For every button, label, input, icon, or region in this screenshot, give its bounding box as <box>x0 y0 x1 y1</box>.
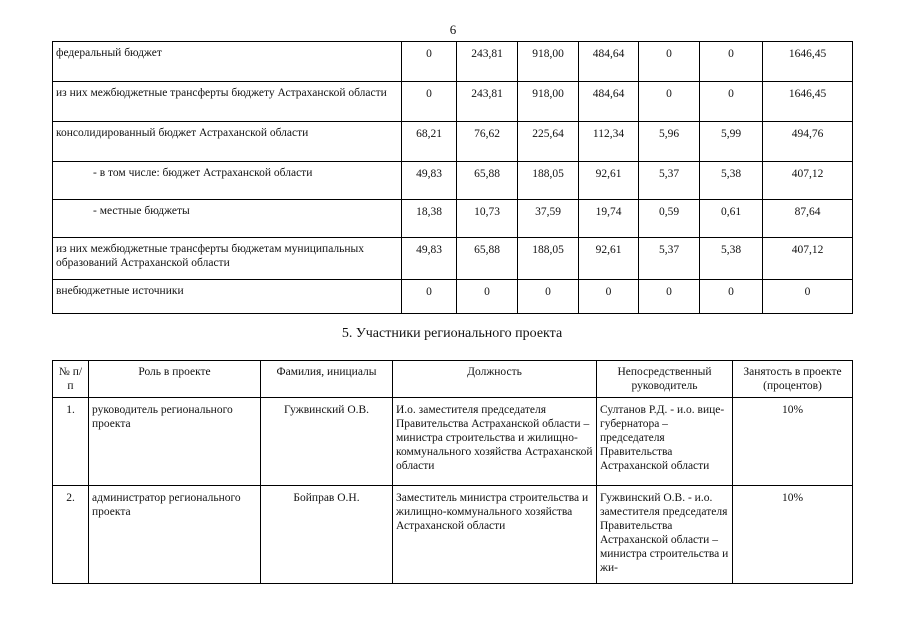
budget-cell: 5,38 <box>700 162 763 200</box>
budget-cell: 0 <box>402 42 457 82</box>
budget-cell: 112,34 <box>579 122 639 162</box>
budget-cell: 407,12 <box>763 238 853 280</box>
budget-cell: 0 <box>639 280 700 314</box>
participant-role: администратор регионального проекта <box>89 486 261 584</box>
participant-num: 2. <box>53 486 89 584</box>
budget-cell: 407,12 <box>763 162 853 200</box>
budget-cell: 5,99 <box>700 122 763 162</box>
participants-header-row <box>53 361 853 398</box>
budget-row <box>53 238 853 280</box>
budget-row <box>53 162 853 200</box>
budget-cell: 188,05 <box>518 238 579 280</box>
participant-role: руководитель регионального проекта <box>89 398 261 486</box>
budget-cell: 5,38 <box>700 238 763 280</box>
budget-cell: 0 <box>639 42 700 82</box>
budget-row-label: - в том числе: бюджет Астраханской области <box>53 162 402 200</box>
budget-cell: 494,76 <box>763 122 853 162</box>
header-supervisor: Непосредственный руководитель <box>597 361 733 398</box>
participant-supervisor: Гужвинский О.В. - и.о. заместителя председателя Правительства Астраханской области – министра строительства и жи- <box>597 486 733 584</box>
participant-num: 1. <box>53 398 89 486</box>
header-position: Должность <box>393 361 597 398</box>
budget-cell: 918,00 <box>518 82 579 122</box>
budget-cell: 0 <box>402 280 457 314</box>
budget-cell: 225,64 <box>518 122 579 162</box>
budget-row-label: внебюджетные источники <box>53 280 402 314</box>
budget-cell: 484,64 <box>579 42 639 82</box>
budget-cell: 0 <box>700 82 763 122</box>
budget-cell: 0 <box>518 280 579 314</box>
budget-cell: 92,61 <box>579 238 639 280</box>
budget-row-label: из них межбюджетные трансферты бюджетам муниципальных образований Астраханской области <box>53 238 402 280</box>
budget-cell: 5,37 <box>639 162 700 200</box>
budget-row-label: из них межбюджетные трансферты бюджету Астраханской области <box>53 82 402 122</box>
section-title: 5. Участники регионального проекта <box>341 326 563 341</box>
participant-position: И.о. заместителя председателя Правительства Астраханской области – министра строительства и жилищно-коммунального хозяйства Астраханской области <box>393 398 597 486</box>
budget-row-label: федеральный бюджет <box>53 42 402 82</box>
budget-row <box>53 122 853 162</box>
participant-share: 10% <box>733 398 853 486</box>
budget-cell: 87,64 <box>763 200 853 238</box>
participant-share: 10% <box>733 486 853 584</box>
participant-name: Гужвинский О.В. <box>261 398 393 486</box>
budget-row-label: консолидированный бюджет Астраханской области <box>53 122 402 162</box>
budget-row <box>53 42 853 82</box>
budget-cell: 49,83 <box>402 162 457 200</box>
budget-cell: 0 <box>763 280 853 314</box>
header-role: Роль в проекте <box>89 361 261 398</box>
participant-row <box>53 398 853 486</box>
budget-cell: 918,00 <box>518 42 579 82</box>
budget-cell: 243,81 <box>457 42 518 82</box>
budget-row <box>53 280 853 314</box>
budget-cell: 1646,45 <box>763 82 853 122</box>
header-name: Фамилия, инициалы <box>261 361 393 398</box>
budget-cell: 243,81 <box>457 82 518 122</box>
budget-cell: 37,59 <box>518 200 579 238</box>
budget-row <box>53 82 853 122</box>
budget-cell: 5,37 <box>639 238 700 280</box>
budget-row-label: - местные бюджеты <box>53 200 402 238</box>
budget-cell: 10,73 <box>457 200 518 238</box>
budget-cell: 68,21 <box>402 122 457 162</box>
budget-cell: 5,96 <box>639 122 700 162</box>
header-share: Занятость в проекте (процентов) <box>733 361 853 398</box>
budget-cell: 0 <box>402 82 457 122</box>
budget-cell: 0 <box>579 280 639 314</box>
budget-cell: 188,05 <box>518 162 579 200</box>
budget-cell: 0 <box>457 280 518 314</box>
header-num: № п/п <box>53 361 89 398</box>
participant-position: Заместитель министра строительства и жилищно-коммунального хозяйства Астраханской области <box>393 486 597 584</box>
budget-cell: 19,74 <box>579 200 639 238</box>
page-number: 6 <box>449 22 457 37</box>
participants-table <box>52 360 853 584</box>
budget-cell: 92,61 <box>579 162 639 200</box>
budget-cell: 0,59 <box>639 200 700 238</box>
budget-cell: 0 <box>639 82 700 122</box>
budget-cell: 1646,45 <box>763 42 853 82</box>
budget-cell: 49,83 <box>402 238 457 280</box>
participant-supervisor: Султанов Р.Д. - и.о. вице-губернатора – председателя Правительства Астраханской области <box>597 398 733 486</box>
budget-cell: 65,88 <box>457 162 518 200</box>
budget-cell: 484,64 <box>579 82 639 122</box>
budget-cell: 76,62 <box>457 122 518 162</box>
budget-cell: 0 <box>700 42 763 82</box>
budget-row <box>53 200 853 238</box>
participant-name: Бойправ О.Н. <box>261 486 393 584</box>
participant-row <box>53 486 853 584</box>
budget-cell: 0,61 <box>700 200 763 238</box>
budget-cell: 0 <box>700 280 763 314</box>
budget-table <box>52 41 853 314</box>
budget-cell: 65,88 <box>457 238 518 280</box>
budget-cell: 18,38 <box>402 200 457 238</box>
